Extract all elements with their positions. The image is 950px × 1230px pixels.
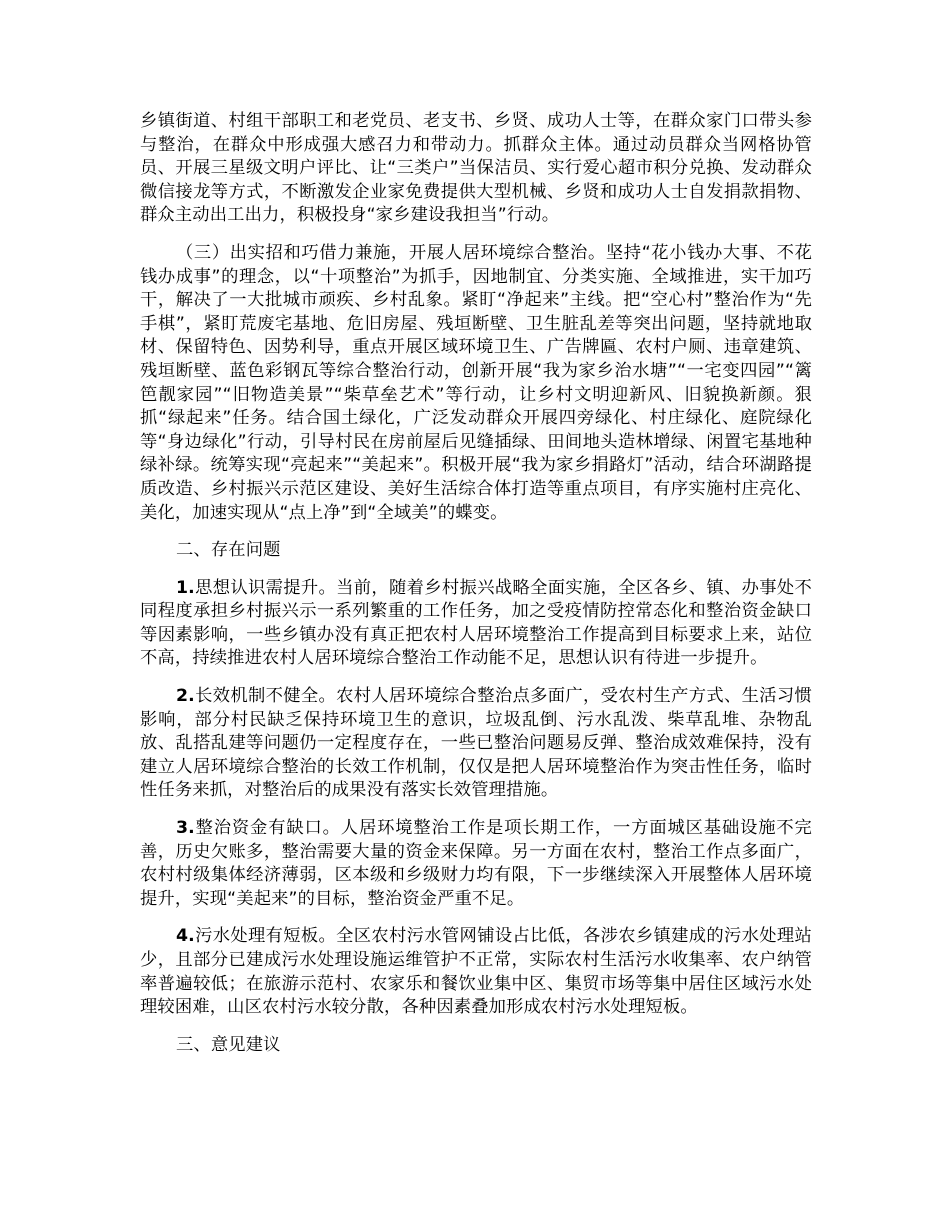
paragraph-text: 污水处理有短板。全区农村污水管网铺设占比低，各涉农乡镇建成的污水处理站少，且部分已建成污水处理设施运维管护不正常，实际农村生活污水收集率、农户纳管率普遍较低；在旅游示范村、农家乐和餐饮业集中区、集贸市场等集中居住区域污水处理较困难，山区农村污水较分散，各种因素叠加形成农村污水处理短板。	[140, 926, 812, 1018]
paragraph-text: 思想认识需提升。当前，随着乡村振兴战略全面实施，全区各乡、镇、办事处不同程度承担乡村振兴示一系列繁重的工作任务，加之受疫情防控常态化和整治资金缺口等因素影响，一些乡镇办没有真正把农村人居环境整治工作提高到目标要求上来，站位不高，持续推进农村人居环境综合整治工作动能不足，思想认识有待进一步提升。	[140, 577, 812, 669]
item-number: 2.	[176, 686, 195, 707]
document-page	[140, 110, 812, 1071]
paragraph-section-three: （三）出实招和巧借力兼施，开展人居环境综合整治。坚持“花小钱办大事、不花钱办成事”的理念，以“十项整治”为抓手，因地制宜、分类实施、全域推进，实干加巧干，解决了一大批城市顽疾、乡村乱象。紧盯“净起来”主线。把“空心村”整治作为“先手棋”，紧盯荒废宅基地、危旧房屋、残垣断壁、卫生脏乱差等突出问题，坚持就地取材、保留特色、因势利导，重点开展区域环境卫生、广告牌匾、农村户厕、违章建筑、残垣断壁、蓝色彩钢瓦等综合整治行动，创新开展“我为家乡治水塘”“一宅变四园”“篱笆靓家园”“旧物造美景”“柴草垒艺术”等行动，让乡村文明迎新风、旧貌换新颜。狠抓“绿起来”任务。结合国土绿化，广泛发动群众开展四旁绿化、村庄绿化、庭院绿化等“身边绿化”行动，引导村民在房前屋后见缝插绿、田间地头造林增绿、闲置宅基地种绿补绿。统筹实现“亮起来”“美起来”。积极开展“我为家乡捐路灯”活动，结合环湖路提质改造、乡村振兴示范区建设、美好生活综合体打造等重点项目，有序实施村庄亮化、美化，加速实现从“点上净”到“全域美”的蝶变。	[140, 242, 812, 523]
paragraph-problem-2	[140, 685, 812, 803]
section-heading-problems: 二、存在问题	[176, 540, 281, 561]
paragraph-text: 长效机制不健全。农村人居环境综合整治点多面广，受农村生产方式、生活习惯影响，部分村民缺乏保持环境卫生的意识，垃圾乱倒、污水乱泼、柴草乱堆、杂物乱放、乱搭乱建等问题仍一定程度存在，一些已整治问题易反弹、整治成效难保持，没有建立人居环境综合整治的长效工作机制，仅仅是把人居环境整治作为突击性任务，临时性任务来抓，对整治后的成果没有落实长效管理措施。	[140, 686, 812, 801]
paragraph-mobilize-masses: 乡镇街道、村组干部职工和老党员、老支书、乡贤、成功人士等，在群众家门口带头参与整治，在群众中形成强大感召力和带动力。抓群众主体。通过动员群众当网格协管员、开展三星级文明户评比、让“三类户”当保洁员、实行爱心超市积分兑换、发动群众微信接龙等方式，不断激发企业家免费提供大型机械、乡贤和成功人士自发捐款捐物、群众主动出工出力，积极投身“家乡建设我担当”行动。	[140, 111, 812, 226]
section-heading-suggestions: 三、意见建议	[176, 1034, 281, 1055]
paragraph-problem-1	[140, 577, 812, 671]
paragraph-problem-4	[140, 925, 812, 1019]
item-number: 1.	[176, 577, 195, 598]
item-number: 3.	[176, 818, 195, 839]
paragraph-problem-3	[140, 817, 812, 911]
item-number: 4.	[176, 926, 195, 947]
paragraph-text: 整治资金有缺口。人居环境整治工作是项长期工作，一方面城区基础设施不完善，历史欠账多，整治需要大量的资金来保障。另一方面在农村，整治工作点多面广，农村村级集体经济薄弱，区本级和乡级财力均有限，下一步继续深入开展整体人居环境提升，实现“美起来”的目标，整治资金严重不足。	[140, 818, 812, 909]
